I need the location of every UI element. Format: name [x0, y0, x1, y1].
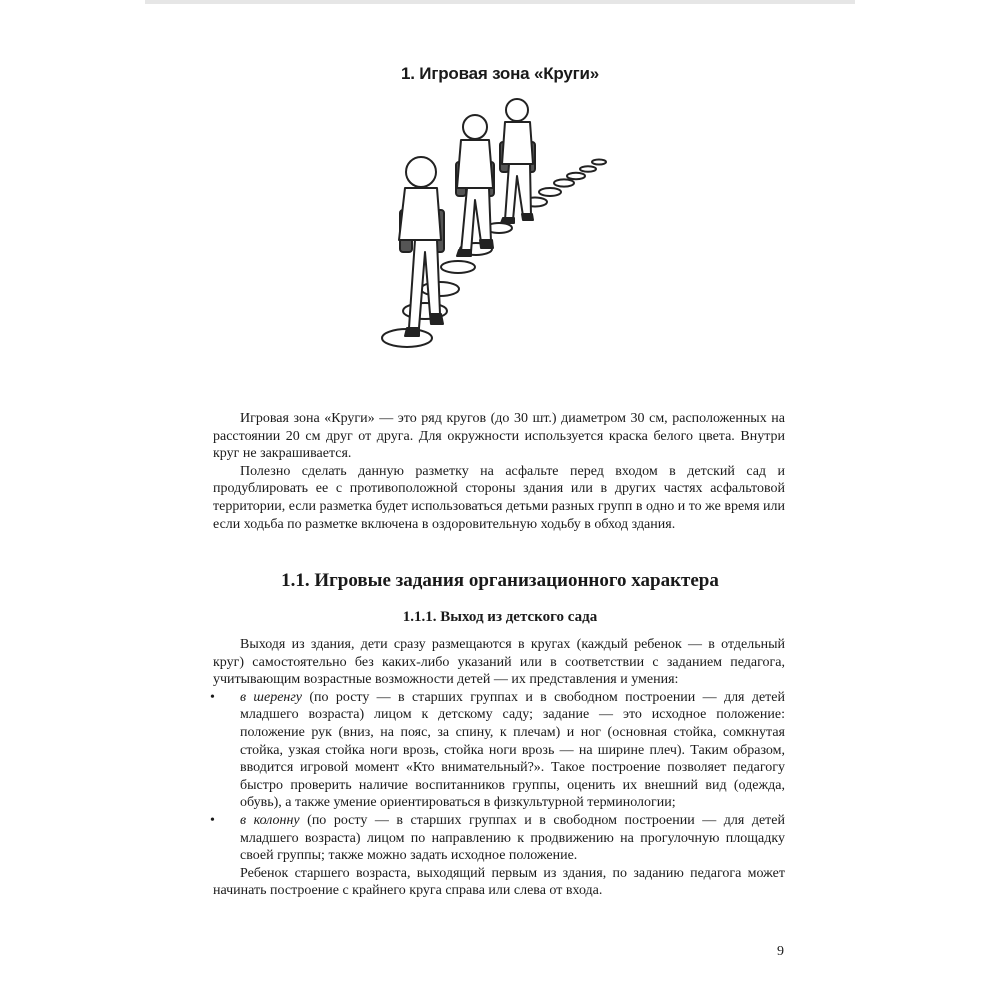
page-title: 1. Игровая зона «Круги» — [401, 64, 599, 83]
circle-marking — [580, 166, 596, 172]
book-page — [145, 0, 855, 1000]
bullet-list — [210, 689, 785, 865]
child-figure-back — [500, 99, 535, 223]
bullet-marker: • — [210, 689, 215, 705]
circle-marking — [567, 173, 585, 179]
child-figure-middle — [456, 115, 494, 256]
subsection-title: 1.1.1. Выход из детского сада — [402, 609, 598, 625]
children-on-circles-illustration — [375, 92, 615, 354]
intro-text — [213, 410, 785, 533]
paragraph: Ребенок старшего возраста, выходящий первым из здания, по заданию педагога может начинать построение с крайнего круга справа или слева от входа. — [213, 865, 785, 899]
child-figure-front — [399, 157, 444, 336]
circle-marking — [441, 261, 475, 273]
paragraph: Выходя из здания, дети сразу размещаются в кругах (каждый ребенок — в отдельный круг) самостоятельно без каких-либо указаний или в соответствии с заданием педагога, учитывающим возрастные возможности детей — их представления и умения: — [213, 637, 785, 688]
circle-marking — [592, 160, 606, 165]
circle-marking — [554, 179, 574, 186]
list-item — [210, 812, 785, 865]
list-item — [210, 689, 785, 812]
page-number: 9 — [777, 944, 784, 959]
emphasis-term: в шеренгу — [240, 689, 303, 705]
bullet-marker: • — [210, 812, 215, 828]
paragraph: Полезно сделать данную разметку на асфальте перед входом в детский сад и продублировать ее с противоположной стороны здания или в других частях асфальтовой территории, если разметка будет использоваться детьми разных групп в одно и то же время или если ходьба по разметке включена в оздоровительную ходьбу в обход здания. — [213, 463, 785, 532]
section-text — [210, 636, 785, 900]
emphasis-term: в колонну — [240, 812, 300, 828]
circle-marking — [539, 188, 561, 196]
section-title: 1.1. Игровые задания организационного характера — [281, 570, 719, 591]
list-item-text: (по росту — в старших группах и в свободном построении — для детей младшего возраста) лицом по направлению к продвижению на прогулочную площадку своей группы; также можно задать исходное положение. — [240, 812, 785, 864]
paragraph: Игровая зона «Круги» — это ряд кругов (до 30 шт.) диаметром 30 см, расположенных на расстоянии 20 см друг от друга. Для окружности используется краска белого цвета. Внутри круг не закрашивается. — [213, 411, 785, 462]
list-item-text: (по росту — в старших группах и в свободном построении — для детей младшего возраста) лицом к детскому саду; задание — это исходное положение: положение рук (вниз, на пояс, за спину, к плечам) и ног (основная стойка, сомкнутая стойка, узкая стойка ноги врозь, стойка ноги врозь — на ширине плеч). Таким образом, вводится игровой момент «Кто внимательный?». Такое построение позволяет педагогу быстро проверить наличие воспитанников группы, оценить их внешний вид (одежда, обувь), а также умение ориентироваться в физкультурной терминологии; — [240, 689, 785, 811]
